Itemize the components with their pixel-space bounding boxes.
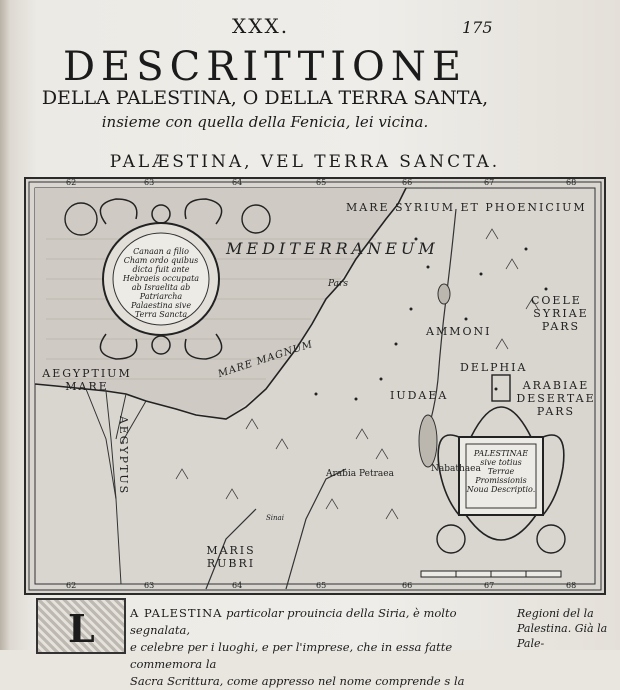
- body-lead: A PALESTINA: [130, 606, 223, 620]
- bottom-tick-65: 65: [316, 581, 327, 590]
- body-line-1: [130, 605, 510, 639]
- label-mare-syrium: MARE SYRIUM ET PHOENICIUM: [346, 201, 587, 214]
- map-figure: [24, 177, 606, 595]
- top-tick-68: 68: [566, 178, 577, 187]
- label-mediterraneum: MEDITERRANEUM: [226, 239, 439, 258]
- label-coele: COELE: [531, 294, 582, 307]
- top-tick-62: 62: [66, 178, 77, 187]
- margin-note: Regioni del la Palestina. Già la Pale-: [517, 607, 608, 650]
- body-text: [130, 605, 510, 690]
- top-tick-65: 65: [316, 178, 327, 187]
- top-tick-66: 66: [402, 178, 413, 187]
- bottom-tick-67: 67: [484, 581, 495, 590]
- body-line-3: Sacra Scrittura, come appresso nel nome comprende s la: [130, 674, 465, 688]
- decorated-initial: [36, 598, 126, 654]
- label-arabiae-desertae: ARABIAE DESERTAE PARS: [516, 379, 596, 418]
- label-ammoni: AMMONI: [426, 325, 492, 338]
- body-line-1-rest: particolar prouincia della Siria, è molto segnalata,: [130, 606, 457, 637]
- page-number: 175: [462, 18, 493, 37]
- bottom-tick-64: 64: [232, 581, 243, 590]
- bottom-tick-62: 62: [66, 581, 77, 590]
- bottom-tick-68: 68: [566, 581, 577, 590]
- body-line-2: e celebre per i luoghi, e per l'imprese, che in essa fatte commemora la: [130, 640, 453, 671]
- book-gutter: [0, 0, 10, 650]
- label-syriae-pars: SYRIAE PARS: [533, 307, 589, 333]
- top-tick-67: 67: [484, 178, 495, 187]
- page-subtitle: DELLA PALESTINA, O DELLA TERRA SANTA,: [41, 87, 489, 109]
- label-aegyptium-mare: AEGYPTIUM MARE: [42, 367, 132, 393]
- label-iudaea: IUDAEA: [390, 389, 449, 402]
- page-subtitle-secondary: insieme con quella della Fenicia, lei vicina.: [101, 113, 429, 131]
- label-nabathaea: Nabathaea: [431, 464, 481, 474]
- bottom-tick-66: 66: [402, 581, 413, 590]
- bottom-tick-63: 63: [144, 581, 155, 590]
- chapter-number: XXX.: [232, 14, 290, 38]
- label-mare-magnum: MARE MAGNUM: [216, 338, 315, 381]
- top-tick-63: 63: [144, 178, 155, 187]
- label-sinai: Sinai: [266, 514, 284, 522]
- page-title: DESCRITTIONE: [62, 44, 468, 90]
- label-aegyptus: AEGYPTUS: [117, 415, 131, 496]
- left-cartouche-text: Canaan a filio Cham ordo quibus dicta fuit ante Hebraeis occupata ab Israelita ab Patriarcha Palaestina sive Terra Sancta: [122, 247, 200, 319]
- label-delphia: DELPHIA: [460, 361, 528, 374]
- top-tick-64: 64: [232, 178, 243, 187]
- label-pars: Pars: [328, 279, 348, 289]
- map-title: PALÆSTINA, VEL TERRA SANCTA.: [109, 152, 501, 172]
- initial-letter-l: L: [68, 606, 95, 651]
- label-arabia-petraea: Arabia Petraea: [326, 469, 394, 479]
- label-maris-rubri: MARIS RUBRI: [206, 544, 256, 570]
- right-cartouche-text: PALESTINAE sive totius Terrae Promissionis Noua Descriptio.: [466, 449, 536, 494]
